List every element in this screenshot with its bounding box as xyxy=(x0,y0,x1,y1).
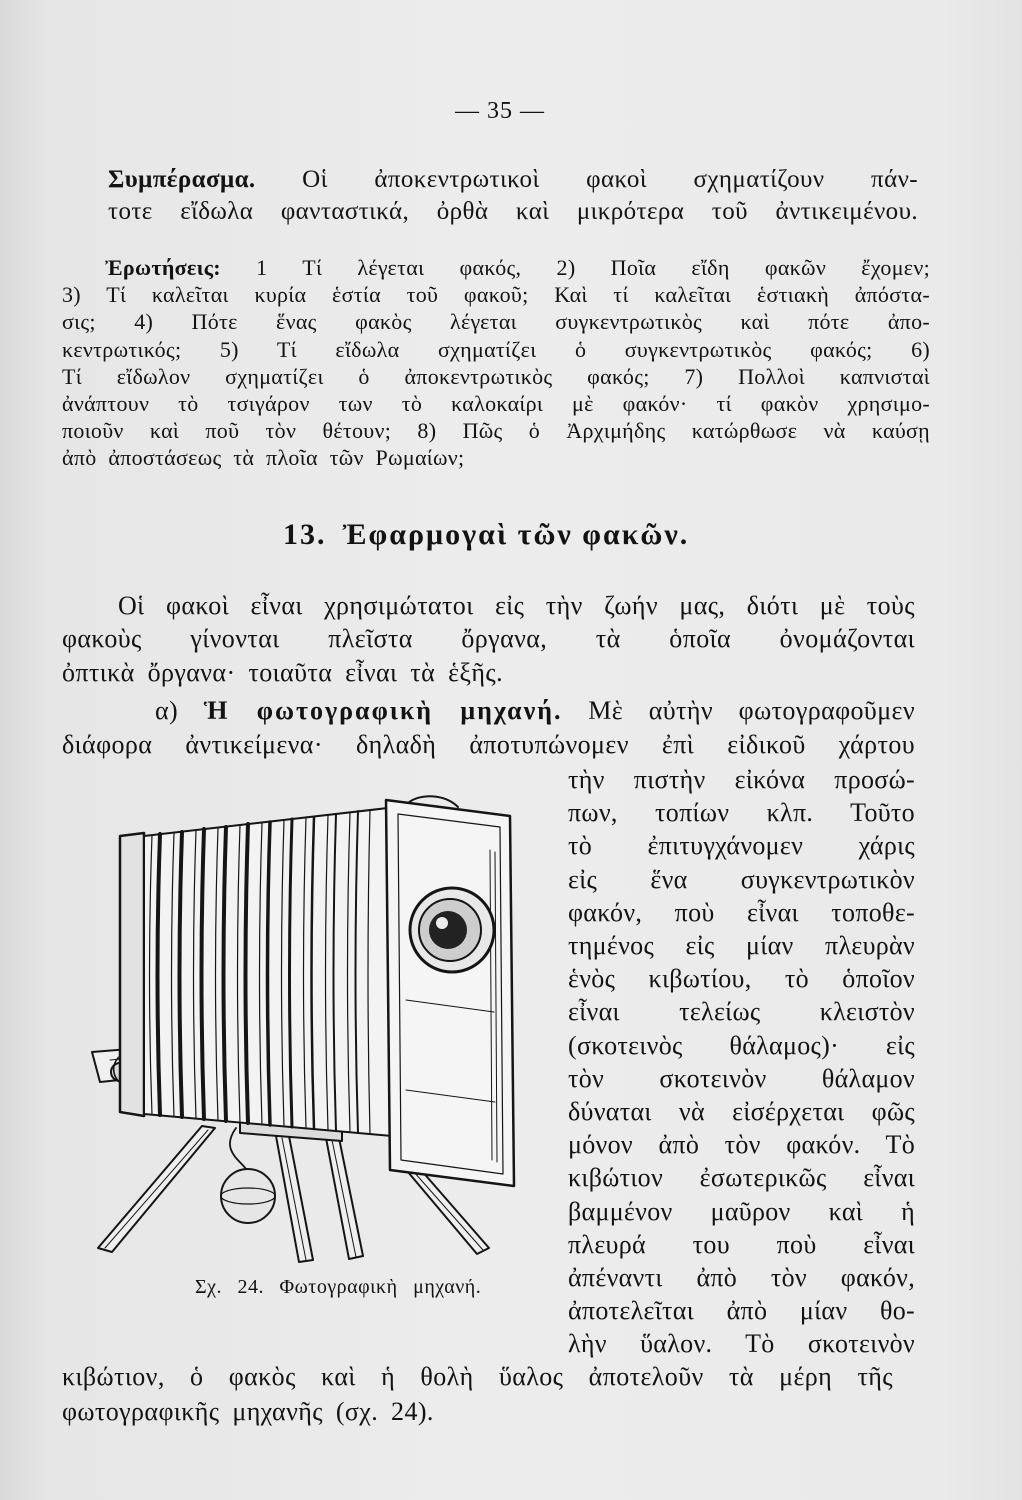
column-line: ἀπέναντι ἀπὸ τὸν φακόν, xyxy=(568,1263,915,1292)
conclusion-text: Οἱ ἀποκεντρωτικοὶ φακοὶ σχηματίζουν πάν- xyxy=(302,166,918,193)
column-line: τὸν σκοτεινὸν θάλαμον xyxy=(568,1064,915,1093)
column-line: πλευρά του ποὺ εἶναι xyxy=(568,1230,915,1259)
column-line: ἑνὸς κιβωτίου, τὸ ὁποῖον xyxy=(568,964,915,993)
column-line: βαμμένον μαῦρον καὶ ἡ xyxy=(568,1197,915,1226)
conclusion-line xyxy=(108,164,918,196)
column-line: κιβώτιον ἐσωτερικῶς εἶναι xyxy=(568,1163,915,1192)
column-line: (σκοτεινὸς θάλαμος)· εἰς xyxy=(568,1031,915,1060)
column-line: πων, τοπίων κλπ. Τοῦτο xyxy=(568,798,915,827)
lens-glass xyxy=(429,911,467,949)
column-line: ἀποτελεῖται ἀπὸ μίαν θο- xyxy=(568,1296,915,1325)
questions-line: κεντρωτικός; 5) Τί εἴδωλα σχηματίζει ὁ συγκεντρωτικὸς φακός; 6) xyxy=(62,337,930,362)
conclusion-label: Συμπέρασμα. xyxy=(108,166,256,193)
section-heading xyxy=(283,515,689,555)
item-a-text: Μὲ αὐτὴν φωτογραφοῦμεν xyxy=(588,696,915,725)
column-line: δύναται νὰ εἰσέρχεται φῶς xyxy=(568,1097,915,1126)
section-number: 13. xyxy=(283,518,327,551)
column-line: φακόν, ποὺ εἶναι τοποθε- xyxy=(568,898,915,927)
questions-line: ἀνάπτουν τὸ τσιγάρον των τὸ καλοκαίρι μὲ φακόν· τί φακὸν χρησιμο- xyxy=(62,391,930,416)
tripod-leg-groove xyxy=(414,1172,483,1250)
conclusion-line: τοτε εἴδωλα φανταστικά, ὀρθὰ καὶ μικρότερα τοῦ ἀντικειμένου. xyxy=(108,198,918,225)
lens-highlight xyxy=(436,917,448,929)
column-line: εἰς ἕνα συγκεντρωτικὸν xyxy=(568,865,915,894)
column-line: μόνον ἀπὸ τὸν φακόν. Τὸ xyxy=(568,1130,915,1159)
figure-caption: Σχ. 24. Φωτογραφικὴ μηχανή. xyxy=(195,1276,482,1298)
column-line: εἶναι τελείως κλειστὸν xyxy=(568,997,915,1026)
tripod-leg-groove xyxy=(282,1138,306,1260)
rear-standard xyxy=(120,833,144,1116)
questions-line: ποιοῦν καὶ ποῦ τὸν θέτουν; 8) Πῶς ὁ Ἀρχιμήδης κατώρθωσε νὰ καύσῃ xyxy=(62,418,930,443)
closing-line: φωτογραφικῆς μηχανῆς (σχ. 24). xyxy=(62,1397,434,1426)
questions-label: Ἐρωτήσεις: xyxy=(105,255,221,280)
questions-line: ἀπὸ ἀποστάσεως τὰ πλοῖα τῶν Ρωμαίων; xyxy=(62,445,465,470)
item-a-line: διάφορα ἀντικείμενα· δηλαδὴ ἀποτυπώνομεν ἐπὶ εἰδικοῦ χάρτου xyxy=(62,730,915,759)
camera-illustration xyxy=(90,790,520,1270)
intro-line: ὀπτικὰ ὄργανα· τοιαῦτα εἶναι τὰ ἑξῆς. xyxy=(62,658,503,687)
column-line: τὸ ἐπιτυγχάνομεν χάρις xyxy=(568,831,915,860)
questions-line xyxy=(105,254,930,281)
tripod-leg-groove xyxy=(105,1130,208,1248)
column-line: τὴν πιστὴν εἰκόνα προσώ- xyxy=(568,765,915,794)
lens-icon xyxy=(410,888,494,972)
intro-line: φακοὺς γίνονται πλεῖστα ὄργανα, τὰ ὁποῖα ὀνομάζονται xyxy=(62,624,915,653)
column-line: λὴν ὕαλον. Τὸ σκοτεινὸν xyxy=(568,1329,915,1358)
item-a-line xyxy=(155,694,915,728)
item-a-title: Ἡ φωτογραφικὴ μηχανή. xyxy=(203,696,563,725)
page-number: — 35 — xyxy=(455,98,545,124)
intro-line: Οἱ φακοὶ εἶναι χρησιμώτατοι εἰς τὴν ζωήν μας, διότι μὲ τοὺς xyxy=(118,591,915,620)
column-line: τημένος εἰς μίαν πλευρὰν xyxy=(568,931,915,960)
item-a-marker: α) xyxy=(155,696,179,725)
questions-text: 1 Τί λέγεται φακός, 2) Ποῖα εἴδη φακῶν ἔχομεν; xyxy=(256,255,930,280)
questions-line: σις; 4) Πότε ἕνας φακὸς λέγεται συγκεντρωτικὸς καὶ πότε ἀπο- xyxy=(62,309,930,334)
tripod-leg xyxy=(408,1170,489,1254)
questions-line: 3) Τί καλεῖται κυρία ἑστία τοῦ φακοῦ; Καὶ τί καλεῖται ἑστιακὴ ἀπόστα- xyxy=(62,282,930,307)
shutter-bulb xyxy=(221,1169,275,1223)
section-title: Ἐφαρμογαὶ τῶν φακῶν. xyxy=(342,518,690,551)
closing-line: κιβώτιον, ὁ φακὸς καὶ ἡ θολὴ ὕαλος ἀποτελοῦν τὰ μέρη τῆς xyxy=(62,1362,893,1391)
tripod-leg-groove xyxy=(332,1140,356,1257)
questions-line: Τί εἴδωλον σχηματίζει ὁ ἀποκεντρωτικὸς φακός; 7) Πολλοὶ καπνισταὶ xyxy=(62,364,930,389)
